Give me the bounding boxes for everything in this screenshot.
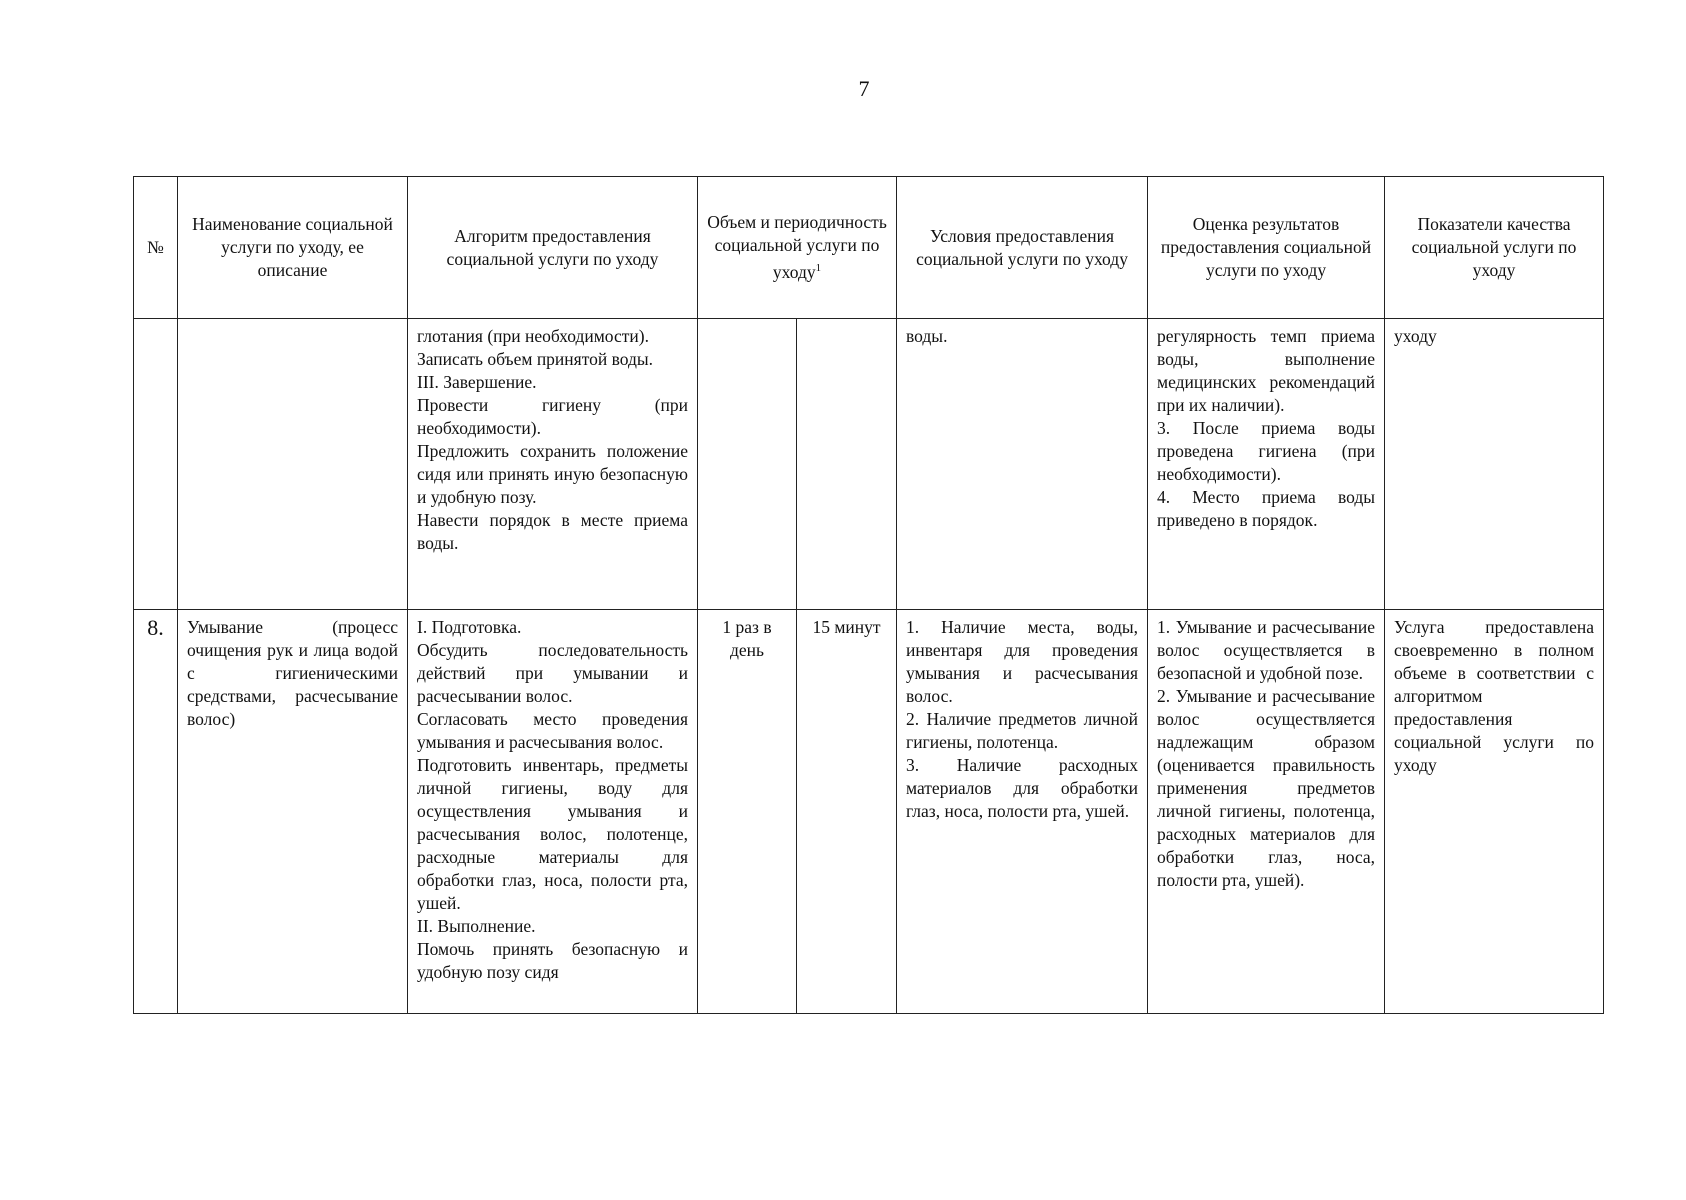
algorithm-line: Навести порядок в месте приема воды.	[417, 510, 688, 553]
table-row	[134, 610, 1604, 1014]
service-name-cell: Умывание (процесс очищения рук и лица водой с гигиеническими средствами, расчесывание волос)	[178, 610, 408, 1014]
algorithm-line: Обсудить последовательность действий при умывании и расчесывании волос.	[417, 640, 688, 706]
duration-cell: 15 минут	[797, 610, 897, 1014]
quality-line: уходу	[1394, 326, 1437, 346]
conditions-line: 2. Наличие предметов личной гигиены, полотенца.	[906, 709, 1139, 752]
algorithm-line: Помочь принять безопасную и удобную позу сидя	[417, 939, 688, 982]
evaluation-cell	[1148, 610, 1385, 1014]
evaluation-cell	[1148, 319, 1385, 610]
algorithm-line: глотания (при необходимости).	[417, 326, 649, 346]
services-table	[133, 176, 1604, 1014]
conditions-line: воды.	[906, 326, 948, 346]
header-algorithm: Алгоритм предоставления социальной услуги по уходу	[408, 177, 698, 319]
quality-line: Услуга предоставлена своевременно в полном объеме в соответствии с алгоритмом предоставления социальной услуги по уходу	[1394, 617, 1595, 775]
table-row	[134, 319, 1604, 610]
footnote-mark: 1	[815, 262, 822, 275]
header-service-name: Наименование социальной услуги по уходу, ее описание	[178, 177, 408, 319]
periodicity-cell	[698, 319, 797, 610]
conditions-cell	[897, 610, 1148, 1014]
row-number: 8.	[134, 610, 178, 1014]
conditions-line: 1. Наличие места, воды, инвентаря для проведения умывания и расчесывания волос.	[906, 617, 1139, 706]
conditions-cell	[897, 319, 1148, 610]
evaluation-line: регулярность темп приема воды, выполнение медицинских рекомендаций при их наличии).	[1157, 326, 1376, 415]
quality-cell	[1385, 610, 1604, 1014]
algorithm-line: Предложить сохранить положение сидя или принять иную безопасную и удобную позу.	[417, 441, 688, 507]
page-number: 7	[858, 76, 870, 101]
algorithm-line: II. Выполнение.	[417, 916, 536, 936]
header-number: №	[134, 177, 178, 319]
algorithm-line: III. Завершение.	[417, 372, 537, 392]
service-name-cell	[178, 319, 408, 610]
algorithm-cell	[408, 610, 698, 1014]
algorithm-line: Записать объем принятой воды.	[417, 349, 654, 369]
quality-cell	[1385, 319, 1604, 610]
evaluation-line: 1. Умывание и расчесывание волос осуществляется в безопасной и удобной позе.	[1157, 617, 1376, 683]
algorithm-cell	[408, 319, 698, 610]
header-quality: Показатели качества социальной услуги по уходу	[1385, 177, 1604, 319]
header-volume	[698, 177, 897, 319]
duration-cell	[797, 319, 897, 610]
header-conditions: Условия предоставления социальной услуги по уходу	[897, 177, 1148, 319]
algorithm-line: I. Подготовка.	[417, 617, 522, 637]
periodicity-cell: 1 раз в день	[698, 610, 797, 1014]
header-volume-text: Объем и периодичность социальной услуги по уходу	[707, 212, 887, 282]
conditions-line: 3. Наличие расходных материалов для обработки глаз, носа, полости рта, ушей.	[906, 755, 1139, 821]
row-number	[134, 319, 178, 610]
evaluation-line: 2. Умывание и расчесывание волос осуществляется надлежащим образом (оценивается правильность применения предметов личной гигиены, полотенца, расходных материалов для обработки глаз, носа, полости рта, ушей).	[1157, 686, 1376, 890]
header-evaluation: Оценка результатов предоставления социальной услуги по уходу	[1148, 177, 1385, 319]
algorithm-line: Согласовать место проведения умывания и расчесывания волос.	[417, 709, 688, 752]
evaluation-line: 4. Место приема воды приведено в порядок.	[1157, 487, 1376, 530]
algorithm-line: Провести гигиену (при необходимости).	[417, 395, 688, 438]
table-header-row	[134, 177, 1604, 319]
algorithm-line: Подготовить инвентарь, предметы личной гигиены, воду для осуществления умывания и расчесывания волос, полотенце, расходные материалы для обработки глаз, носа, полости рта, ушей.	[417, 755, 688, 913]
evaluation-line: 3. После приема воды проведена гигиена (при необходимости).	[1157, 418, 1376, 484]
